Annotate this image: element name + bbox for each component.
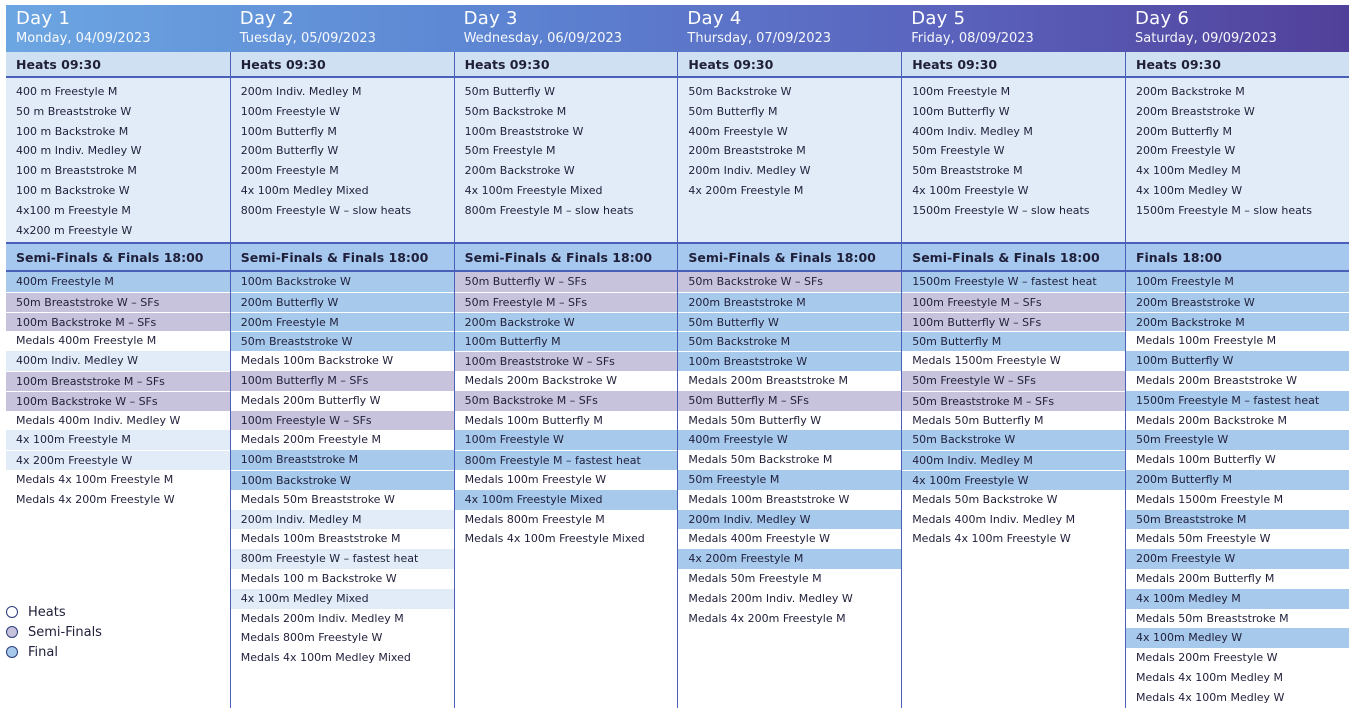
session-event: 50m Breaststroke M – SFs — [902, 391, 1125, 411]
session-event: Medals 100m Freestyle M — [1126, 331, 1349, 351]
session-event: 50m Backstroke W — [902, 430, 1125, 450]
session-event: 4x 100m Medley M — [1126, 589, 1349, 609]
session-event: 100m Freestyle M — [1126, 272, 1349, 292]
session-event: Medals 100 m Backstroke W — [231, 569, 454, 589]
day-column — [901, 52, 1125, 708]
session-event: Medals 50m Butterfly W — [678, 411, 901, 431]
session-event: Medals 100m Backstroke W — [231, 351, 454, 371]
legend-item — [6, 642, 102, 662]
session-event: Medals 50m Freestyle M — [678, 569, 901, 589]
day-column — [1125, 52, 1349, 708]
heat-event: 4x 100m Medley W — [1135, 183, 1243, 197]
heat-event: 200m Indiv. Medley W — [688, 164, 811, 178]
finals-header: Semi-Finals & Finals 18:00 — [678, 244, 901, 272]
session-event: Medals 50m Backstroke W — [902, 490, 1125, 510]
session-event: 50m Butterfly W — [678, 312, 901, 332]
day-title: Day 2 — [239, 8, 295, 29]
heat-event: 100m Freestyle W — [240, 104, 341, 118]
session-event: 100m Freestyle W – SFs — [231, 411, 454, 431]
session-event: 100m Breaststroke W – SFs — [455, 351, 678, 371]
session-event: 200m Backstroke M — [1126, 312, 1349, 332]
day-header — [454, 5, 678, 52]
heats-list — [902, 78, 1125, 244]
day-date: Tuesday, 05/09/2023 — [239, 31, 376, 46]
session-event: 100m Backstroke M – SFs — [6, 312, 230, 332]
heat-event: 50 m Breaststroke W — [16, 104, 132, 118]
session-event: 200m Freestyle W — [1126, 549, 1349, 569]
session-event: 100m Butterfly W – SFs — [902, 312, 1125, 332]
heat-event: 200m Backstroke M — [1135, 85, 1245, 98]
day-title: Day 5 — [911, 8, 966, 29]
session-event: Medals 200m Butterfly M — [1126, 569, 1349, 589]
day-column — [677, 52, 901, 708]
finals-header: Semi-Finals & Finals 18:00 — [902, 244, 1125, 272]
heats-header: Heats 09:30 — [1126, 52, 1349, 78]
heat-event: 100m Breaststroke W — [464, 124, 584, 138]
day-title: Day 6 — [1134, 8, 1190, 29]
heat-event: 50m Freestyle M — [464, 144, 556, 158]
legend-swatch-icon — [6, 646, 18, 658]
session-event: 50m Backstroke M — [678, 331, 901, 351]
session-event: 200m Backstroke W — [455, 312, 678, 332]
day-column — [230, 52, 454, 708]
session-event: 100m Backstroke W — [231, 470, 454, 490]
day-column — [454, 52, 678, 708]
session-event: 100m Backstroke W – SFs — [6, 391, 230, 411]
session-event: 4x 100m Freestyle Mixed — [455, 490, 678, 510]
session-event: Medals 100m Butterfly W — [1126, 450, 1349, 470]
session-event: Medals 200m Backstroke W — [455, 371, 678, 391]
day-title: Day 1 — [16, 8, 71, 29]
heat-event: 200m Freestyle W — [1135, 144, 1236, 158]
session-event: 50m Backstroke M – SFs — [455, 391, 678, 411]
session-event: 50m Butterfly M — [902, 331, 1125, 351]
session-event: Medals 1500m Freestyle M — [1126, 490, 1349, 510]
day-header — [901, 5, 1125, 52]
session-event: Medals 4x 100m Freestyle M — [6, 470, 230, 490]
heat-event: 1500m Freestyle W – slow heats — [912, 203, 1090, 217]
heat-event: 50m Butterfly M — [688, 104, 778, 118]
heat-event: 100m Freestyle M — [912, 85, 1011, 98]
heat-event: 4x 100m Freestyle W — [912, 183, 1029, 197]
session-event: Medals 400m Freestyle M — [6, 331, 230, 351]
heat-event: 1500m Freestyle M – slow heats — [1135, 203, 1312, 217]
day-date: Monday, 04/09/2023 — [16, 31, 151, 46]
legend-label: Heats — [28, 604, 66, 620]
heats-list — [455, 78, 678, 244]
session-event: Medals 4x 100m Medley M — [1126, 668, 1349, 688]
session-event: 200m Indiv. Medley W — [678, 510, 901, 530]
heat-event: 800m Freestyle W – slow heats — [240, 203, 412, 217]
finals-header: Semi-Finals & Finals 18:00 — [6, 244, 230, 272]
heat-event: 4x 100m Medley M — [1135, 164, 1241, 178]
heat-event: 400 m Freestyle M — [16, 85, 118, 98]
heat-event: 100 m Backstroke W — [16, 183, 130, 197]
session-event: 50m Butterfly W – SFs — [455, 272, 678, 292]
day-header — [1125, 5, 1349, 52]
heats-list — [231, 78, 454, 244]
heats-header: Heats 09:30 — [455, 52, 678, 78]
heat-event: 4x100 m Freestyle M — [16, 203, 131, 217]
heats-list — [6, 78, 230, 244]
session-event: Medals 400m Freestyle W — [678, 529, 901, 549]
session-event: 400m Indiv. Medley W — [6, 351, 230, 371]
session-event: 50m Breaststroke W — [231, 331, 454, 351]
heat-event: 4x 100m Medley Mixed — [240, 183, 369, 197]
legend — [6, 602, 102, 662]
session-event: Medals 4x 100m Freestyle Mixed — [455, 529, 678, 549]
session-event: Medals 1500m Freestyle W — [902, 351, 1125, 371]
session-event: 200m Breaststroke M — [678, 292, 901, 312]
session-event: 4x 100m Medley W — [1126, 628, 1349, 648]
day-header-row — [6, 5, 1349, 52]
day-header — [6, 5, 230, 52]
session-event: 50m Backstroke W – SFs — [678, 272, 901, 292]
session-event: 50m Breaststroke W – SFs — [6, 292, 230, 312]
session-event: 4x 100m Freestyle M — [6, 430, 230, 450]
session-event: Medals 200m Breaststroke M — [678, 371, 901, 391]
session-event: Medals 200m Backstroke M — [1126, 411, 1349, 431]
legend-item — [6, 602, 102, 622]
heat-event: 50m Backstroke W — [688, 85, 792, 98]
session-event: 100m Breaststroke W — [678, 351, 901, 371]
session-event: 200m Freestyle M — [231, 312, 454, 332]
session-event: 100m Butterfly M — [455, 331, 678, 351]
session-event: Medals 100m Breaststroke M — [231, 529, 454, 549]
day-columns — [6, 52, 1349, 708]
session-event: 100m Butterfly M – SFs — [231, 371, 454, 391]
session-event: Medals 400m Indiv. Medley M — [902, 510, 1125, 530]
heat-event: 200m Breaststroke W — [1135, 104, 1255, 118]
session-event: 50m Freestyle M — [678, 470, 901, 490]
session-event: 50m Butterfly M – SFs — [678, 391, 901, 411]
session-event: 4x 100m Freestyle W — [902, 470, 1125, 490]
schedule-grid — [6, 5, 1349, 708]
legend-swatch-icon — [6, 626, 18, 638]
heats-header: Heats 09:30 — [6, 52, 230, 78]
session-event: Medals 4x 100m Medley Mixed — [231, 648, 454, 668]
finals-header: Finals 18:00 — [1126, 244, 1349, 272]
session-event: Medals 800m Freestyle W — [231, 628, 454, 648]
session-event: Medals 200m Freestyle M — [231, 430, 454, 450]
session-event: 50m Freestyle W — [1126, 430, 1349, 450]
finals-header: Semi-Finals & Finals 18:00 — [231, 244, 454, 272]
heat-event: 400 m Indiv. Medley W — [16, 144, 142, 158]
heat-event: 100m Butterfly W — [912, 104, 1010, 118]
heat-event: 100 m Breaststroke M — [16, 164, 137, 178]
session-event: Medals 100m Butterfly M — [455, 411, 678, 431]
heat-event: 100m Butterfly M — [240, 124, 337, 138]
session-event: 200m Butterfly M — [1126, 470, 1349, 490]
heats-header: Heats 09:30 — [678, 52, 901, 78]
session-event: 4x 200m Freestyle M — [678, 549, 901, 569]
heats-header: Heats 09:30 — [231, 52, 454, 78]
session-event: Medals 200m Freestyle W — [1126, 648, 1349, 668]
legend-swatch-icon — [6, 606, 18, 618]
session-event: Medals 200m Indiv. Medley W — [678, 589, 901, 609]
heat-event: 200m Freestyle M — [240, 164, 339, 178]
session-event: 100m Freestyle W — [455, 430, 678, 450]
heat-event: 200m Butterfly W — [240, 144, 339, 158]
session-event: Medals 100m Freestyle W — [455, 470, 678, 490]
heats-list — [678, 78, 901, 244]
session-event: Medals 50m Butterfly M — [902, 411, 1125, 431]
session-event: 200m Breaststroke W — [1126, 292, 1349, 312]
heats-header: Heats 09:30 — [902, 52, 1125, 78]
day-title: Day 4 — [687, 8, 742, 29]
session-event: Medals 800m Freestyle M — [455, 510, 678, 530]
session-event: Medals 400m Indiv. Medley W — [6, 411, 230, 431]
session-event: 1500m Freestyle M – fastest heat — [1126, 391, 1349, 411]
session-event: 100m Backstroke W — [231, 272, 454, 292]
session-event: Medals 50m Backstroke M — [678, 450, 901, 470]
session-event: Medals 4x 200m Freestyle W — [6, 490, 230, 510]
session-event: Medals 200m Butterfly W — [231, 391, 454, 411]
heat-event: 200m Indiv. Medley M — [240, 85, 362, 98]
session-event: Medals 4x 100m Freestyle W — [902, 529, 1125, 549]
session-event: 4x 100m Medley Mixed — [231, 589, 454, 609]
legend-label: Final — [28, 644, 58, 660]
heat-event: 400m Indiv. Medley M — [912, 124, 1033, 138]
day-header — [677, 5, 901, 52]
heat-event: 200m Backstroke W — [464, 164, 575, 178]
heat-event: 100 m Backstroke M — [16, 124, 129, 138]
heat-event: 200m Breaststroke M — [688, 144, 806, 158]
session-event: 200m Butterfly W — [231, 292, 454, 312]
session-event: Medals 50m Freestyle W — [1126, 529, 1349, 549]
heats-list — [1126, 78, 1349, 244]
day-title: Day 3 — [463, 8, 518, 29]
day-date: Saturday, 09/09/2023 — [1134, 31, 1277, 46]
session-event: 50m Freestyle M – SFs — [455, 292, 678, 312]
session-event: Medals 4x 200m Freestyle M — [678, 609, 901, 629]
legend-item — [6, 622, 102, 642]
session-event: Medals 50m Breaststroke W — [231, 490, 454, 510]
heat-event: 50m Butterfly W — [464, 85, 556, 98]
heat-event: 50m Backstroke M — [464, 104, 567, 118]
session-event: 400m Freestyle W — [678, 430, 901, 450]
heat-event: 4x 200m Freestyle M — [688, 183, 804, 197]
session-event: 200m Indiv. Medley M — [231, 510, 454, 530]
session-event: 800m Freestyle W – fastest heat — [231, 549, 454, 569]
session-event: 400m Freestyle M — [6, 272, 230, 292]
day-date: Thursday, 07/09/2023 — [687, 31, 832, 46]
heat-event: 4x 100m Freestyle Mixed — [464, 183, 603, 197]
session-event: Medals 200m Breaststroke W — [1126, 371, 1349, 391]
heat-event: 50m Breaststroke M — [912, 164, 1023, 178]
legend-label: Semi-Finals — [28, 624, 102, 640]
day-header — [230, 5, 454, 52]
session-event: 400m Indiv. Medley M — [902, 450, 1125, 470]
session-event: Medals 50m Breaststroke M — [1126, 609, 1349, 629]
session-event: Medals 200m Indiv. Medley M — [231, 609, 454, 629]
session-event: Medals 100m Breaststroke W — [678, 490, 901, 510]
session-event: 50m Breaststroke M — [1126, 510, 1349, 530]
heat-event: 800m Freestyle M – slow heats — [464, 203, 634, 217]
heat-event: 4x200 m Freestyle W — [16, 223, 133, 237]
session-event: 4x 200m Freestyle W — [6, 450, 230, 470]
session-event: 100m Breaststroke M – SFs — [6, 371, 230, 391]
heat-event: 50m Freestyle W — [912, 144, 1005, 158]
session-event: 100m Freestyle M – SFs — [902, 292, 1125, 312]
session-event: Medals 4x 100m Medley W — [1126, 688, 1349, 708]
day-date: Friday, 08/09/2023 — [911, 31, 1034, 46]
heat-event: 200m Butterfly M — [1135, 124, 1233, 138]
session-event: 1500m Freestyle W – fastest heat — [902, 272, 1125, 292]
day-date: Wednesday, 06/09/2023 — [463, 31, 623, 46]
heat-event: 400m Freestyle W — [688, 124, 788, 138]
session-event: 50m Freestyle W – SFs — [902, 371, 1125, 391]
session-event: 800m Freestyle M – fastest heat — [455, 450, 678, 470]
session-event: 100m Breaststroke M — [231, 450, 454, 470]
finals-header: Semi-Finals & Finals 18:00 — [455, 244, 678, 272]
session-event: 100m Butterfly W — [1126, 351, 1349, 371]
